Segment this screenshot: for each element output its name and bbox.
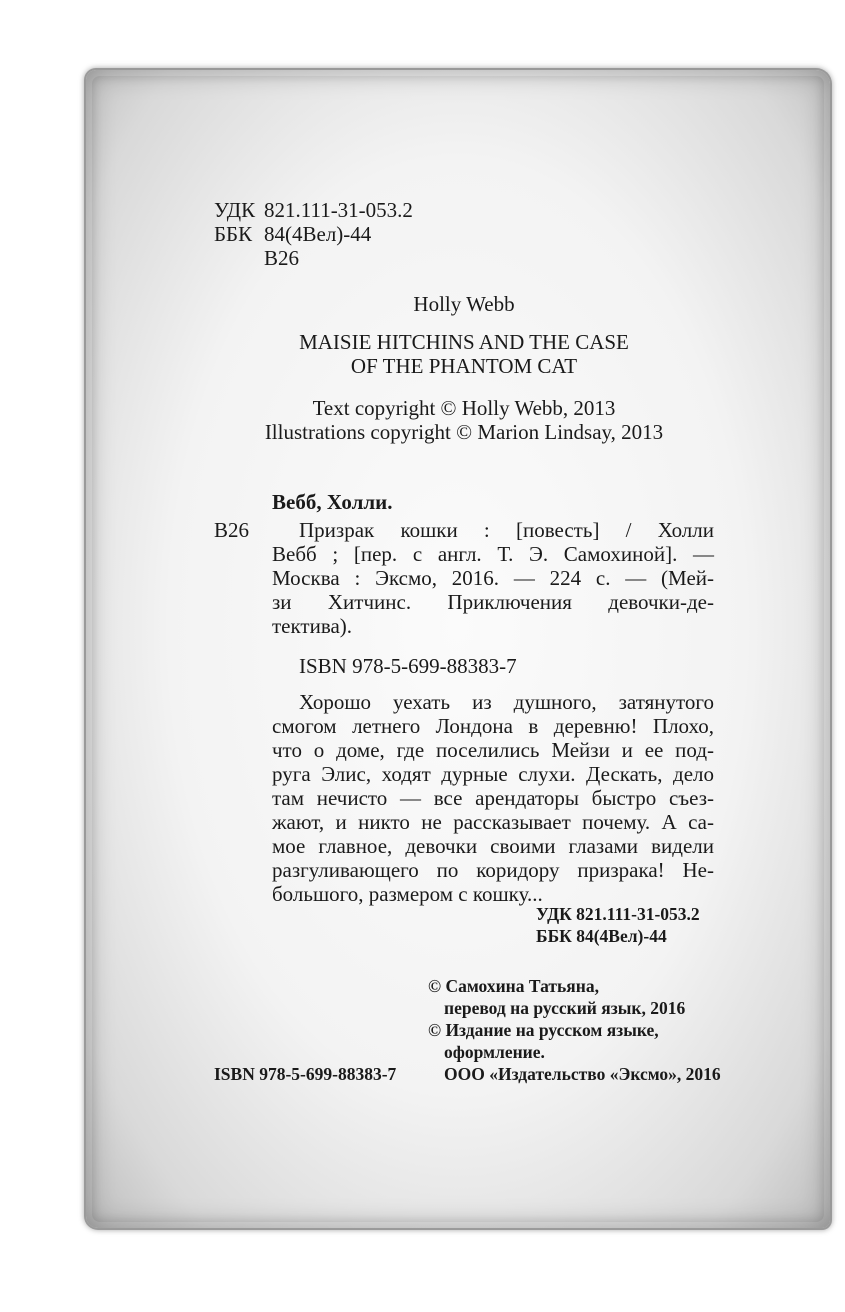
- author-mark-top: В26: [264, 246, 300, 270]
- record-isbn: ISBN 978-5-699-88383-7: [299, 654, 517, 678]
- annotation-line: жают, и никто не рассказывает почему. А са-: [272, 810, 714, 834]
- original-title-line1: MAISIE HITCHINS AND THE CASE: [299, 330, 629, 354]
- edition-copyright-line2: оформление.: [444, 1042, 545, 1062]
- annotation-line: там нечисто — все арендаторы быстро съез-: [272, 786, 714, 810]
- footer-isbn: ISBN 978-5-699-88383-7: [214, 1064, 397, 1084]
- udk-value: 821.111-31-053.2: [264, 198, 413, 222]
- annotation-line: мое главное, девочки своими глазами видели: [272, 834, 714, 858]
- annotation-line: что о доме, где поселились Мейзи и ее под-: [272, 738, 714, 762]
- record-bbk-line: ББК 84(4Вел)-44: [536, 926, 667, 946]
- bbk-top-line: [214, 222, 371, 246]
- record-mark: В26: [214, 518, 250, 542]
- publisher-copyright-line: ООО «Издательство «Эксмо», 2016: [444, 1064, 721, 1084]
- bbk-label: ББК: [214, 222, 253, 246]
- annotation-line: Хорошо уехать из душного, затянутого: [299, 690, 714, 714]
- record-desc-line: Москва : Эксмо, 2016. — 224 с. — (Мей-: [272, 566, 714, 590]
- udk-label: УДК: [214, 198, 256, 222]
- edition-copyright-line1: © Издание на русском языке,: [428, 1020, 659, 1040]
- record-desc-line: тектива).: [272, 614, 353, 638]
- original-title-line2: OF THE PHANTOM CAT: [350, 354, 578, 378]
- copyright-text: Text copyright © Holly Webb, 2013: [312, 396, 616, 420]
- annotation-line: разгуливающего по коридору призрака! Не-: [272, 858, 714, 882]
- record-heading: Вебб, Холли.: [272, 490, 393, 514]
- translation-copyright-line1: © Самохина Татьяна,: [428, 976, 599, 996]
- udk-top-line: [214, 198, 413, 222]
- record-desc-line: Призрак кошки : [повесть] / Холли: [299, 518, 714, 542]
- translation-copyright-line2: перевод на русский язык, 2016: [444, 998, 686, 1018]
- record-udk-line: УДК 821.111-31-053.2: [536, 904, 700, 924]
- annotation-line: большого, размером с кошку...: [272, 882, 543, 906]
- annotation-line: смогом летнего Лондона в деревню! Плохо,: [272, 714, 714, 738]
- original-author: Holly Webb: [413, 292, 515, 316]
- record-desc-line: Вебб ; [пер. с англ. Т. Э. Самохиной]. —: [272, 542, 714, 566]
- bbk-value: 84(4Вел)-44: [264, 222, 372, 246]
- annotation-line: руга Элис, ходят дурные слухи. Дескать, дело: [272, 762, 714, 786]
- record-desc-line: зи Хитчинс. Приключения девочки-де-: [272, 590, 714, 614]
- copyright-illustrations: Illustrations copyright © Marion Lindsay, 2013: [264, 420, 664, 444]
